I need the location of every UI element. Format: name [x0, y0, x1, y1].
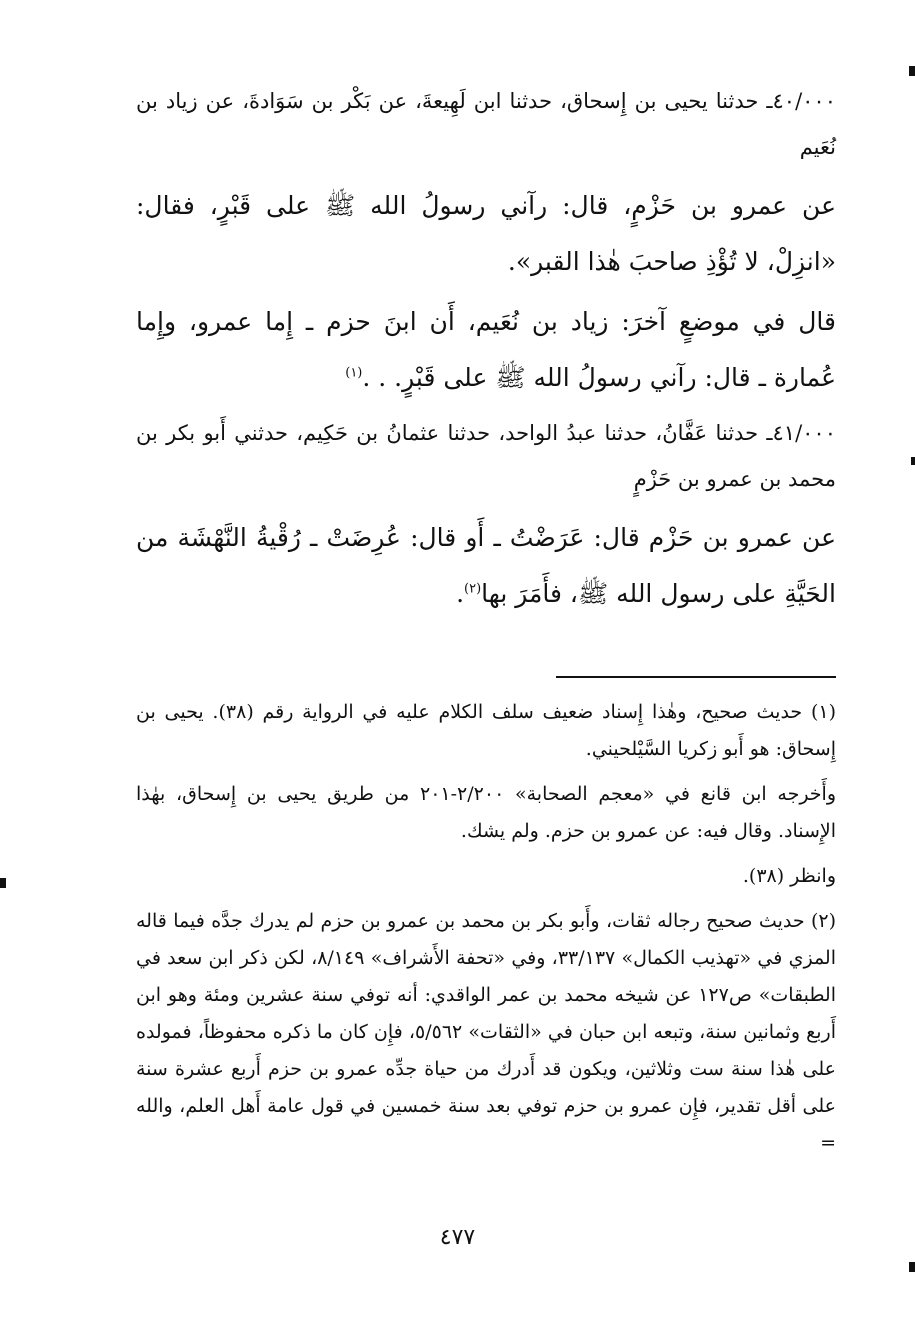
footnote-2: (٢) حديث صحيح رجاله ثقات، وأَبو بكر بن محمد بن عمرو بن حزم لم يدرك جدَّه فيما قاله المزي في «تهذيب الكمال» ٣٣/١٣٧، وفي «تحفة الأَشراف» ٨/١٤٩، لكن ذكر ابن سعد في الطبقات» ص١٢٧ عن شيخه محمد بن عمر الواقدي: أنه توفي سنة عشرين ومئة وهو ابن أَربع وثمانين سنة، وتبعه ابن حبان في «الثقات» ٥/٥٦٢، فإِن كان ما ذكره محفوظاً، فمولده على هٰذا سنة ست وثلاثين، ويكون قد أَدرك من حياة جدِّه عمرو بن حزم أَربع عشرة سنة على أقل تقدير، فإِن عمرو بن حزم توفي بعد سنة خمسين في قول عامة أَهل العلم، والله = — [136, 910, 837, 1154]
scan-edge-mark — [0, 878, 6, 888]
scan-edge-mark — [909, 1262, 915, 1272]
hadith-41-text — [136, 510, 836, 622]
hadith-41-chain-text: ٤١/٠٠٠ـ حدثنا عَفَّانُ، حدثنا عبدُ الواحد، حدثنا عثمانُ بن حَكِيم، حدثني أَبو بكر بن محمد بن عمرو بن حَزْمٍ — [136, 421, 836, 491]
page-number: ٤٧٧ — [439, 1225, 476, 1250]
scan-edge-mark — [911, 457, 915, 465]
footnote-ref-2[interactable]: (٢) — [464, 581, 482, 597]
hadith-40-text — [136, 178, 836, 290]
footnote-ref-1[interactable]: (١) — [345, 365, 363, 381]
hadith-40-chain-text: ٤٠/٠٠٠ـ حدثنا يحيى بن إِسحاق، حدثنا ابن لَهِيعةَ، عن بَكْر بن سَوَادةَ، عن زياد بن نُعَيم — [136, 89, 836, 159]
hadith-41-matn: عن عمرو بن حَزْم قال: عَرَضْتُ ـ أَو قال: عُرِضَتْ ـ رُقْيةُ النَّهْشَة من الحَيَّةِ على رسول الله ﷺ، فأَمَرَ بها — [136, 523, 836, 608]
footnote-divider — [556, 676, 836, 678]
scan-edge-mark — [909, 66, 915, 76]
hadith-40-matn: عن عمرو بن حَزْمٍ، قال: رآني رسولُ الله ﷺ على قَبْرٍ، فقال: «انزِلْ، لا تُؤْذِ صاحبَ هٰذا القبر». — [136, 191, 836, 276]
footnote-1: (١) حديث صحيح، وهٰذا إِسناد ضعيف سلف الكلام عليه في الرواية رقم (٣٨). يحيى بن إِسحاق: هو أَبو زكريا السَّيْلحيني. — [136, 701, 837, 760]
footnote-1-see-also: وانظر (٣٨). — [742, 865, 836, 887]
hadith-41-chain — [136, 410, 836, 502]
footnote-divider-wrap — [556, 676, 836, 678]
hadith-40-chain — [136, 78, 836, 170]
footnote-1-continuation: وأَخرجه ابن قانع في «معجم الصحابة» ٢/٢٠٠-٢٠١ من طريق يحيى بن إِسحاق، بهٰذا الإِسناد. وقال فيه: عن عمرو بن حزم. ولم يشك. — [136, 783, 836, 842]
main-text — [136, 78, 836, 626]
footnotes — [136, 694, 836, 1170]
hadith-40-variant — [136, 294, 836, 406]
hadith-40-variant-text: قال في موضعٍ آخرَ: زياد بن نُعَيم، أَن ابنَ حزم ـ إِما عمرو، وإِما عُمارة ـ قال: رآني رسولُ الله ﷺ على قَبْرٍ. . . — [136, 307, 836, 392]
hadith-41-suffix: . — [456, 579, 465, 608]
